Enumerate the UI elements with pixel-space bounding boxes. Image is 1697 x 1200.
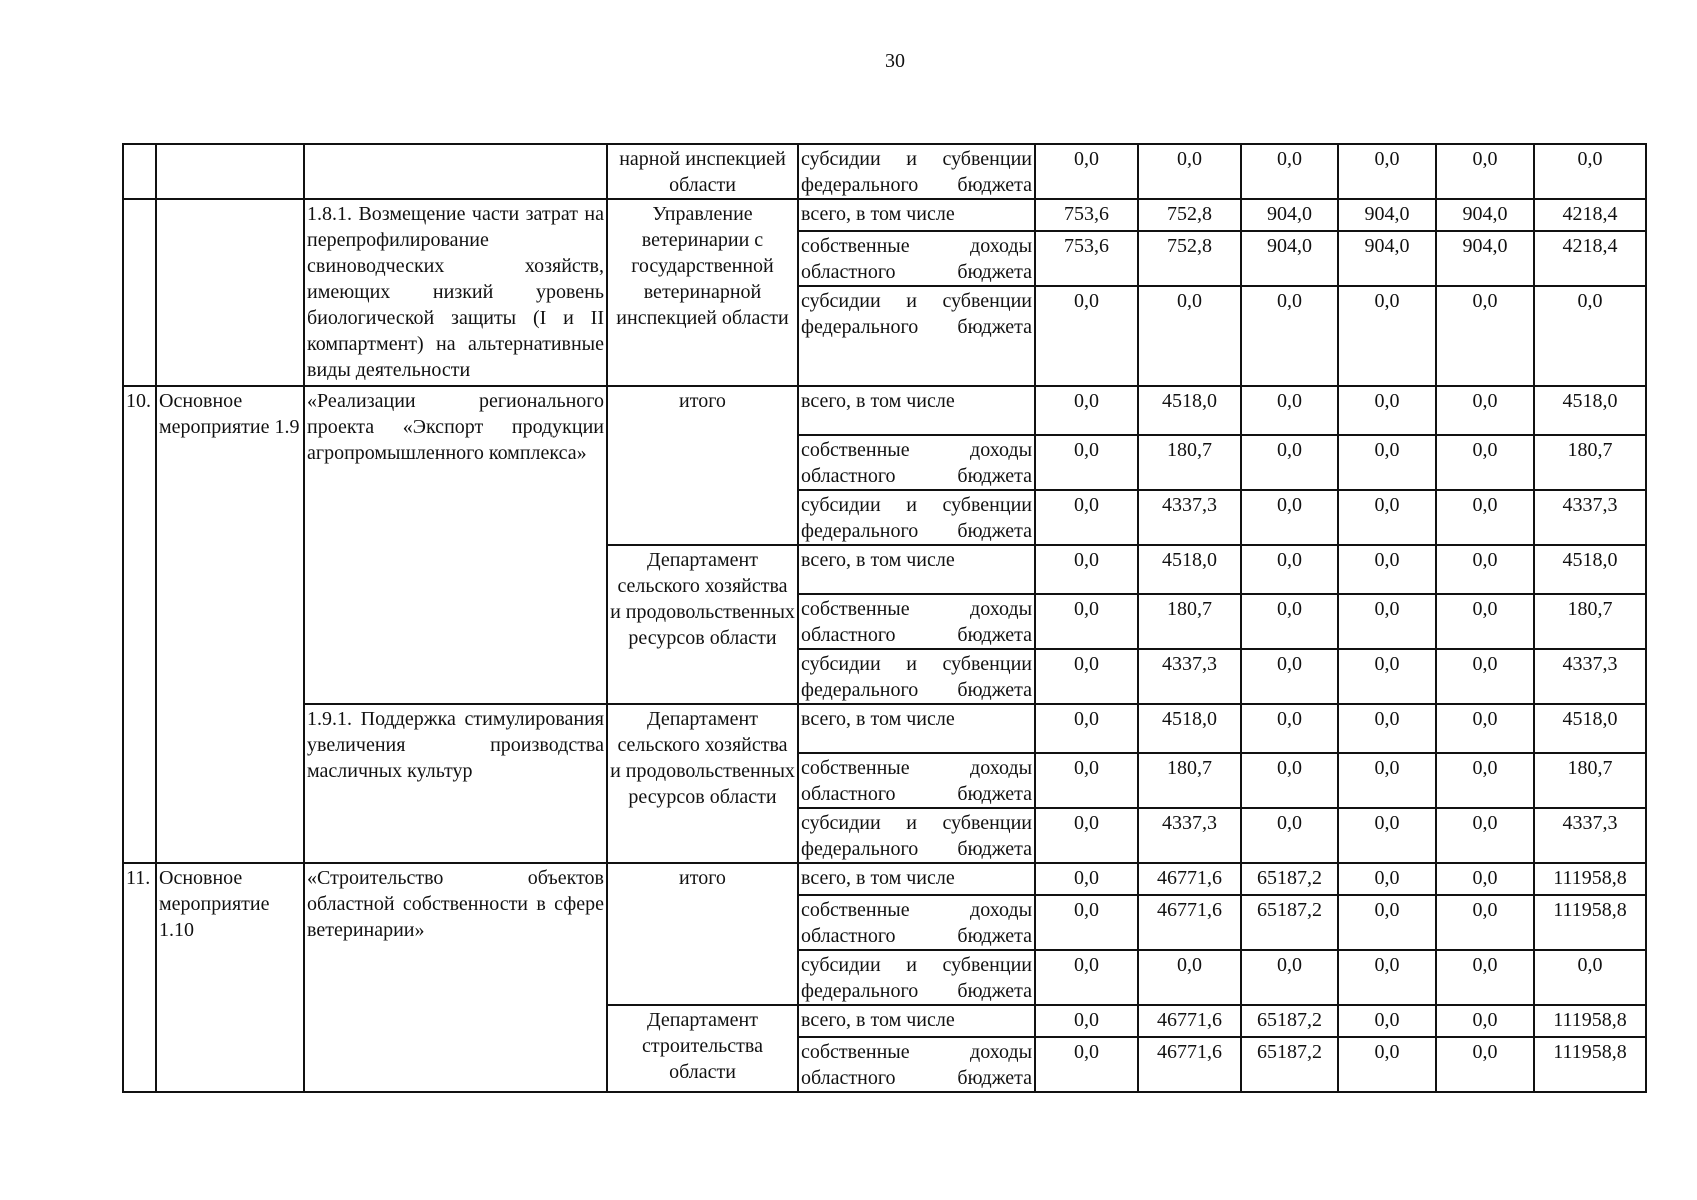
value-cell: 0,0 bbox=[1436, 144, 1534, 199]
value-cell: 0,0 bbox=[1035, 1005, 1138, 1037]
value-cell: 111958,8 bbox=[1534, 863, 1646, 895]
value-cell: 0,0 bbox=[1241, 286, 1338, 386]
value-cell: 753,6 bbox=[1035, 199, 1138, 231]
value-cell: 0,0 bbox=[1138, 950, 1241, 1005]
value-cell: 65187,2 bbox=[1241, 1005, 1338, 1037]
value-cell: 4337,3 bbox=[1534, 808, 1646, 863]
value-cell: 180,7 bbox=[1138, 753, 1241, 808]
activity-cell: «Строительство объектов областной собственности в сфере ветеринарии» bbox=[304, 863, 607, 1092]
source-federal: субсидии и субвенции федерального бюджета bbox=[798, 144, 1035, 199]
value-cell: 0,0 bbox=[1241, 435, 1338, 490]
measure-cell bbox=[156, 199, 304, 386]
value-cell: 0,0 bbox=[1035, 895, 1138, 950]
value-cell: 0,0 bbox=[1338, 490, 1436, 545]
value-cell: 0,0 bbox=[1436, 863, 1534, 895]
value-cell: 0,0 bbox=[1035, 1037, 1138, 1092]
value-cell: 0,0 bbox=[1241, 753, 1338, 808]
number-cell bbox=[123, 144, 156, 199]
executor-cell: Департамент сельского хозяйства и продовольственных ресурсов области bbox=[607, 704, 798, 863]
source-own: собственные доходы областного бюджета bbox=[798, 1037, 1035, 1092]
value-cell: 4518,0 bbox=[1534, 386, 1646, 435]
value-cell: 0,0 bbox=[1534, 144, 1646, 199]
value-cell: 0,0 bbox=[1436, 594, 1534, 649]
source-federal: субсидии и субвенции федерального бюджета bbox=[798, 950, 1035, 1005]
value-cell: 904,0 bbox=[1338, 231, 1436, 286]
value-cell: 0,0 bbox=[1436, 435, 1534, 490]
value-cell: 0,0 bbox=[1241, 704, 1338, 753]
value-cell: 0,0 bbox=[1436, 704, 1534, 753]
value-cell: 0,0 bbox=[1241, 649, 1338, 704]
value-cell: 0,0 bbox=[1035, 649, 1138, 704]
value-cell: 0,0 bbox=[1241, 144, 1338, 199]
value-cell: 4337,3 bbox=[1138, 490, 1241, 545]
value-cell: 0,0 bbox=[1035, 435, 1138, 490]
source-own: собственные доходы областного бюджета bbox=[798, 594, 1035, 649]
value-cell: 904,0 bbox=[1241, 199, 1338, 231]
value-cell: 180,7 bbox=[1534, 594, 1646, 649]
value-cell: 46771,6 bbox=[1138, 1005, 1241, 1037]
value-cell: 0,0 bbox=[1035, 704, 1138, 753]
table-row bbox=[123, 386, 1646, 435]
value-cell: 0,0 bbox=[1241, 950, 1338, 1005]
value-cell: 0,0 bbox=[1436, 649, 1534, 704]
value-cell: 0,0 bbox=[1035, 386, 1138, 435]
executor-cell: Департамент сельского хозяйства и продовольственных ресурсов области bbox=[607, 545, 798, 704]
value-cell: 0,0 bbox=[1138, 286, 1241, 386]
source-federal: субсидии и субвенции федерального бюджета bbox=[798, 286, 1035, 386]
value-cell: 0,0 bbox=[1436, 895, 1534, 950]
source-own: собственные доходы областного бюджета bbox=[798, 435, 1035, 490]
source-total: всего, в том числе bbox=[798, 704, 1035, 753]
value-cell: 0,0 bbox=[1035, 144, 1138, 199]
value-cell: 4218,4 bbox=[1534, 231, 1646, 286]
source-total: всего, в том числе bbox=[798, 1005, 1035, 1037]
source-total: всего, в том числе bbox=[798, 545, 1035, 594]
value-cell: 0,0 bbox=[1436, 1037, 1534, 1092]
value-cell: 753,6 bbox=[1035, 231, 1138, 286]
value-cell: 4337,3 bbox=[1138, 649, 1241, 704]
value-cell: 180,7 bbox=[1138, 594, 1241, 649]
value-cell: 0,0 bbox=[1338, 1005, 1436, 1037]
measure-cell bbox=[156, 144, 304, 199]
value-cell: 46771,6 bbox=[1138, 895, 1241, 950]
value-cell: 0,0 bbox=[1035, 808, 1138, 863]
value-cell: 0,0 bbox=[1338, 649, 1436, 704]
page-number: 30 bbox=[885, 50, 905, 72]
source-total: всего, в том числе bbox=[798, 863, 1035, 895]
table-row bbox=[123, 704, 1646, 753]
value-cell: 0,0 bbox=[1338, 704, 1436, 753]
value-cell: 0,0 bbox=[1338, 435, 1436, 490]
value-cell: 65187,2 bbox=[1241, 895, 1338, 950]
source-total: всего, в том числе bbox=[798, 199, 1035, 231]
value-cell: 65187,2 bbox=[1241, 1037, 1338, 1092]
value-cell: 180,7 bbox=[1138, 435, 1241, 490]
table-row bbox=[123, 144, 1646, 199]
value-cell: 180,7 bbox=[1534, 753, 1646, 808]
value-cell: 65187,2 bbox=[1241, 863, 1338, 895]
value-cell: 0,0 bbox=[1338, 545, 1436, 594]
activity-cell bbox=[304, 144, 607, 199]
value-cell: 0,0 bbox=[1241, 545, 1338, 594]
executor-cell: итого bbox=[607, 863, 798, 1005]
executor-cell: нарной инспекцией области bbox=[607, 144, 798, 199]
executor-cell: Управление ветеринарии с государственной ветеринарной инспекцией области bbox=[607, 199, 798, 386]
value-cell: 4218,4 bbox=[1534, 199, 1646, 231]
value-cell: 4337,3 bbox=[1138, 808, 1241, 863]
value-cell: 0,0 bbox=[1138, 144, 1241, 199]
value-cell: 111958,8 bbox=[1534, 1037, 1646, 1092]
value-cell: 0,0 bbox=[1338, 144, 1436, 199]
source-own: собственные доходы областного бюджета bbox=[798, 895, 1035, 950]
activity-cell: 1.9.1. Поддержка стимулирования увеличения производства масличных культур bbox=[304, 704, 607, 863]
value-cell: 0,0 bbox=[1035, 286, 1138, 386]
value-cell: 111958,8 bbox=[1534, 895, 1646, 950]
value-cell: 0,0 bbox=[1338, 286, 1436, 386]
value-cell: 0,0 bbox=[1534, 286, 1646, 386]
activity-cell: 1.8.1. Возмещение части затрат на перепрофилирование свиноводческих хозяйств, имеющих низкий уровень биологической защиты (I и II компартмент) на альтернативные виды деятельности bbox=[304, 199, 607, 386]
value-cell: 4518,0 bbox=[1138, 545, 1241, 594]
value-cell: 0,0 bbox=[1436, 753, 1534, 808]
value-cell: 4518,0 bbox=[1534, 545, 1646, 594]
value-cell: 0,0 bbox=[1241, 808, 1338, 863]
value-cell: 0,0 bbox=[1035, 863, 1138, 895]
executor-cell: итого bbox=[607, 386, 798, 545]
value-cell: 0,0 bbox=[1035, 753, 1138, 808]
value-cell: 180,7 bbox=[1534, 435, 1646, 490]
source-federal: субсидии и субвенции федерального бюджета bbox=[798, 490, 1035, 545]
value-cell: 904,0 bbox=[1241, 231, 1338, 286]
value-cell: 0,0 bbox=[1035, 490, 1138, 545]
value-cell: 0,0 bbox=[1436, 490, 1534, 545]
measure-cell: Основное мероприятие 1.9 bbox=[156, 386, 304, 863]
value-cell: 0,0 bbox=[1338, 808, 1436, 863]
value-cell: 0,0 bbox=[1241, 490, 1338, 545]
number-cell bbox=[123, 199, 156, 386]
source-total: всего, в том числе bbox=[798, 386, 1035, 435]
value-cell: 46771,6 bbox=[1138, 1037, 1241, 1092]
value-cell: 4337,3 bbox=[1534, 649, 1646, 704]
activity-cell: «Реализации регионального проекта «Экспорт продукции агропромышленного комплекса» bbox=[304, 386, 607, 704]
source-own: собственные доходы областного бюджета bbox=[798, 231, 1035, 286]
value-cell: 0,0 bbox=[1436, 545, 1534, 594]
value-cell: 4337,3 bbox=[1534, 490, 1646, 545]
value-cell: 0,0 bbox=[1035, 545, 1138, 594]
value-cell: 0,0 bbox=[1035, 594, 1138, 649]
value-cell: 0,0 bbox=[1534, 950, 1646, 1005]
value-cell: 4518,0 bbox=[1138, 386, 1241, 435]
number-cell: 10. bbox=[123, 386, 156, 863]
value-cell: 0,0 bbox=[1338, 594, 1436, 649]
source-own: собственные доходы областного бюджета bbox=[798, 753, 1035, 808]
measure-cell: Основное мероприятие 1.10 bbox=[156, 863, 304, 1092]
value-cell: 0,0 bbox=[1436, 808, 1534, 863]
value-cell: 0,0 bbox=[1338, 1037, 1436, 1092]
value-cell: 0,0 bbox=[1338, 950, 1436, 1005]
source-federal: субсидии и субвенции федерального бюджета bbox=[798, 649, 1035, 704]
value-cell: 111958,8 bbox=[1534, 1005, 1646, 1037]
table-row bbox=[123, 863, 1646, 895]
value-cell: 0,0 bbox=[1241, 386, 1338, 435]
value-cell: 752,8 bbox=[1138, 231, 1241, 286]
value-cell: 752,8 bbox=[1138, 199, 1241, 231]
value-cell: 0,0 bbox=[1436, 950, 1534, 1005]
value-cell: 0,0 bbox=[1338, 863, 1436, 895]
source-federal: субсидии и субвенции федерального бюджета bbox=[798, 808, 1035, 863]
value-cell: 0,0 bbox=[1338, 753, 1436, 808]
executor-cell: Департамент строительства области bbox=[607, 1005, 798, 1092]
budget-table bbox=[122, 143, 1647, 1093]
number-cell: 11. bbox=[123, 863, 156, 1092]
value-cell: 0,0 bbox=[1436, 286, 1534, 386]
value-cell: 904,0 bbox=[1436, 231, 1534, 286]
value-cell: 904,0 bbox=[1436, 199, 1534, 231]
value-cell: 4518,0 bbox=[1534, 704, 1646, 753]
value-cell: 0,0 bbox=[1436, 1005, 1534, 1037]
value-cell: 0,0 bbox=[1338, 386, 1436, 435]
table-row bbox=[123, 199, 1646, 231]
value-cell: 0,0 bbox=[1436, 386, 1534, 435]
value-cell: 46771,6 bbox=[1138, 863, 1241, 895]
value-cell: 4518,0 bbox=[1138, 704, 1241, 753]
value-cell: 0,0 bbox=[1241, 594, 1338, 649]
value-cell: 904,0 bbox=[1338, 199, 1436, 231]
value-cell: 0,0 bbox=[1035, 950, 1138, 1005]
value-cell: 0,0 bbox=[1338, 895, 1436, 950]
